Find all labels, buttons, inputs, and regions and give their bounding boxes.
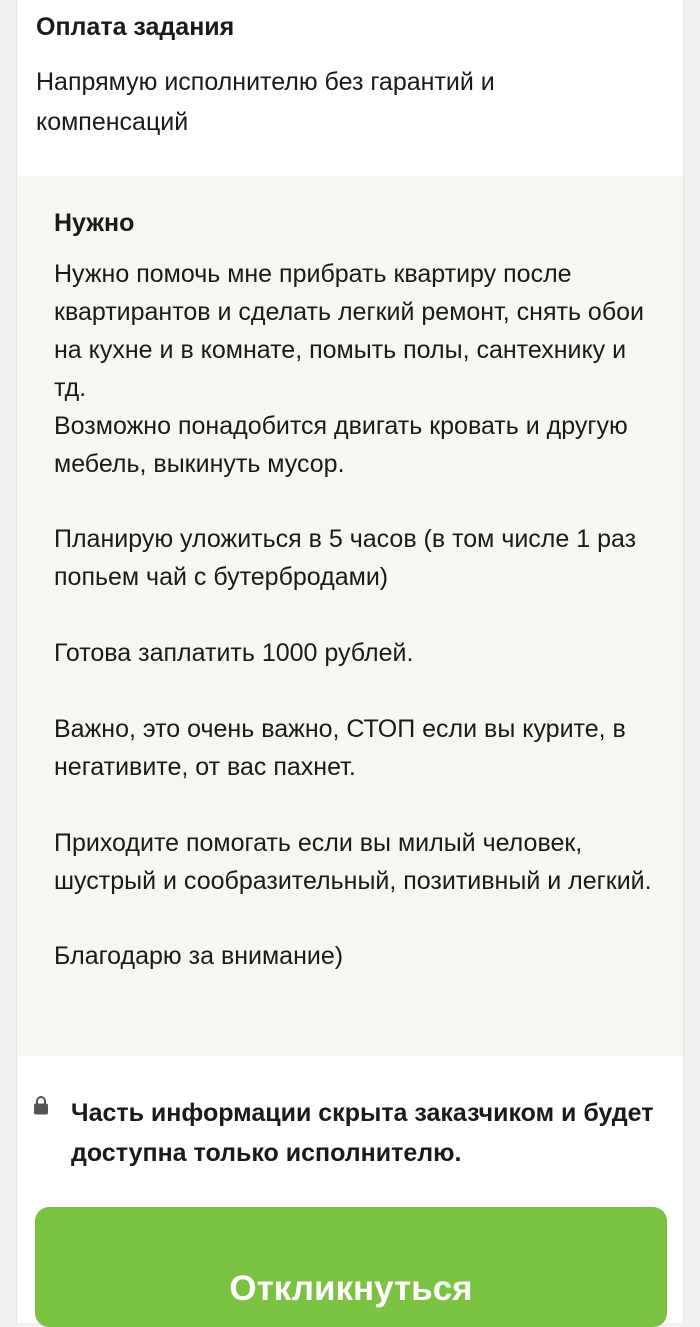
description-text: Нужно помочь мне прибрать квартиру после квартирантов и сделать легкий ремонт, снять обои на кухне и в комнате, помыть полы, сантехнику и тд. Возможно понадобится двигать кровать и другую мебель, выкинуть мусор. Планирую уложиться в 5 часов (в том числе 1 раз попьем чай с бутербродами) Готова заплатить 1000 рублей. Важно, это очень важно, СТОП если вы курите, в негативите, от вас пахнет. Приходите помогать если вы милый человек, шустрый и сообразительный, позитивный и легкий. Благодарю за внимание) — [54, 260, 652, 971]
notice-text: Часть информации скрыта заказчиком и будет доступна только исполнителю. — [71, 1099, 654, 1167]
task-card — [16, 0, 684, 1323]
payment-value: Напрямую исполнителю без гарантий и компенсаций — [36, 68, 495, 136]
lock-icon — [33, 1095, 49, 1115]
description-title: Нужно — [54, 209, 135, 237]
respond-button[interactable] — [35, 1207, 667, 1327]
respond-button-label: Откликнуться — [229, 1268, 473, 1308]
payment-title: Оплата задания — [36, 13, 235, 41]
